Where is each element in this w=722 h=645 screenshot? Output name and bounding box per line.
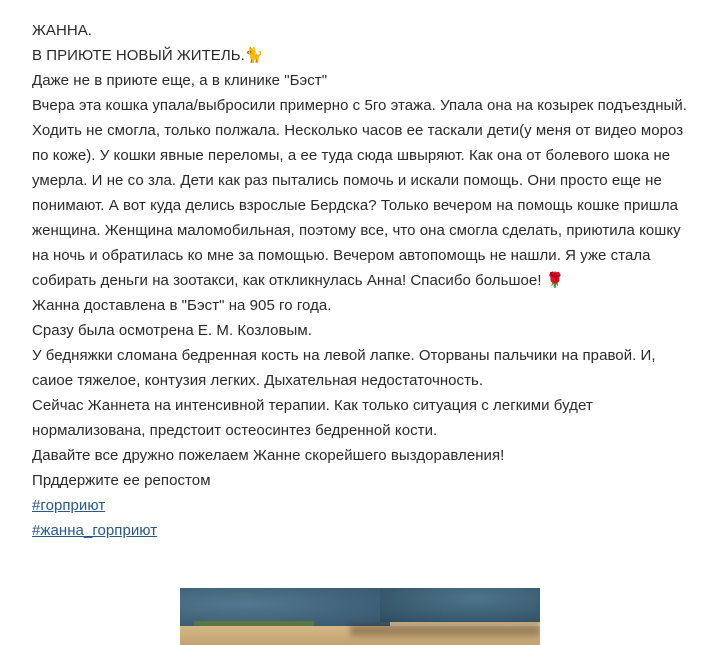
- post-line-1: ЖАННА.: [32, 22, 92, 39]
- post-line-4: Вчера эта кошка упала/выбросили примерно с 5го этажа. Упала она на козырек подъездный. Ходить не смогла, только полжала. Несколько часов ее таскали дети(у меня от видео мороз по коже). У кошки явные переломы, а ее туда сюда швыряют. Как она от болевого шока не умерла. И не со зла. Дети как раз пытались помочь и искали помощь. Они просто еще не понимают. А вот куда делись взрослые Бердска? Только вечером на помощь кошке пришла женщина. Женщина маломобильная, поэтому все, что она смогла сделать, приютила кошку на ночь и обратилась ко мне за помощью. Вечером автопомощь не нашли. Я уже стала собирать деньги на зоотакси, как откликнулась Анна! Спасибо большое! 🌹: [32, 97, 692, 289]
- post-photo[interactable]: [180, 588, 540, 645]
- post-line-5: Жанна доставлена в "Бэст" на 905 го года.: [32, 297, 332, 314]
- photo-shadow: [350, 624, 540, 636]
- hashtag-link-1[interactable]: #горприют: [32, 497, 106, 514]
- post-line-8: Сейчас Жаннета на интенсивной терапии. Как только ситуация с легкими будет нормализована, предстоит остеосинтез бедренной кости.: [32, 397, 597, 439]
- post-attachment[interactable]: [0, 588, 722, 645]
- post-line-9: Давайте все дружно пожелаем Жанне скорейшего выздоравления!: [32, 447, 505, 464]
- post-line-7: У бедняжки сломана бедренная кость на левой лапке. Оторваны пальчики на правой. И, саиое тяжелое, контузия легких. Дыхательная недостаточность.: [32, 347, 660, 389]
- hashtag-link-2[interactable]: #жанна_горприют: [32, 522, 158, 539]
- post-line-10: Прддержите ее репостом: [32, 472, 211, 489]
- photo-background-right: [380, 588, 540, 622]
- post-line-3: Даже не в приюте еще, а в клинике "Бэст": [32, 72, 328, 89]
- post-line-2: В ПРИЮТЕ НОВЫЙ ЖИТЕЛЬ.🐈: [32, 47, 264, 64]
- post-line-6: Сразу была осмотрена Е. М. Козловым.: [32, 322, 312, 339]
